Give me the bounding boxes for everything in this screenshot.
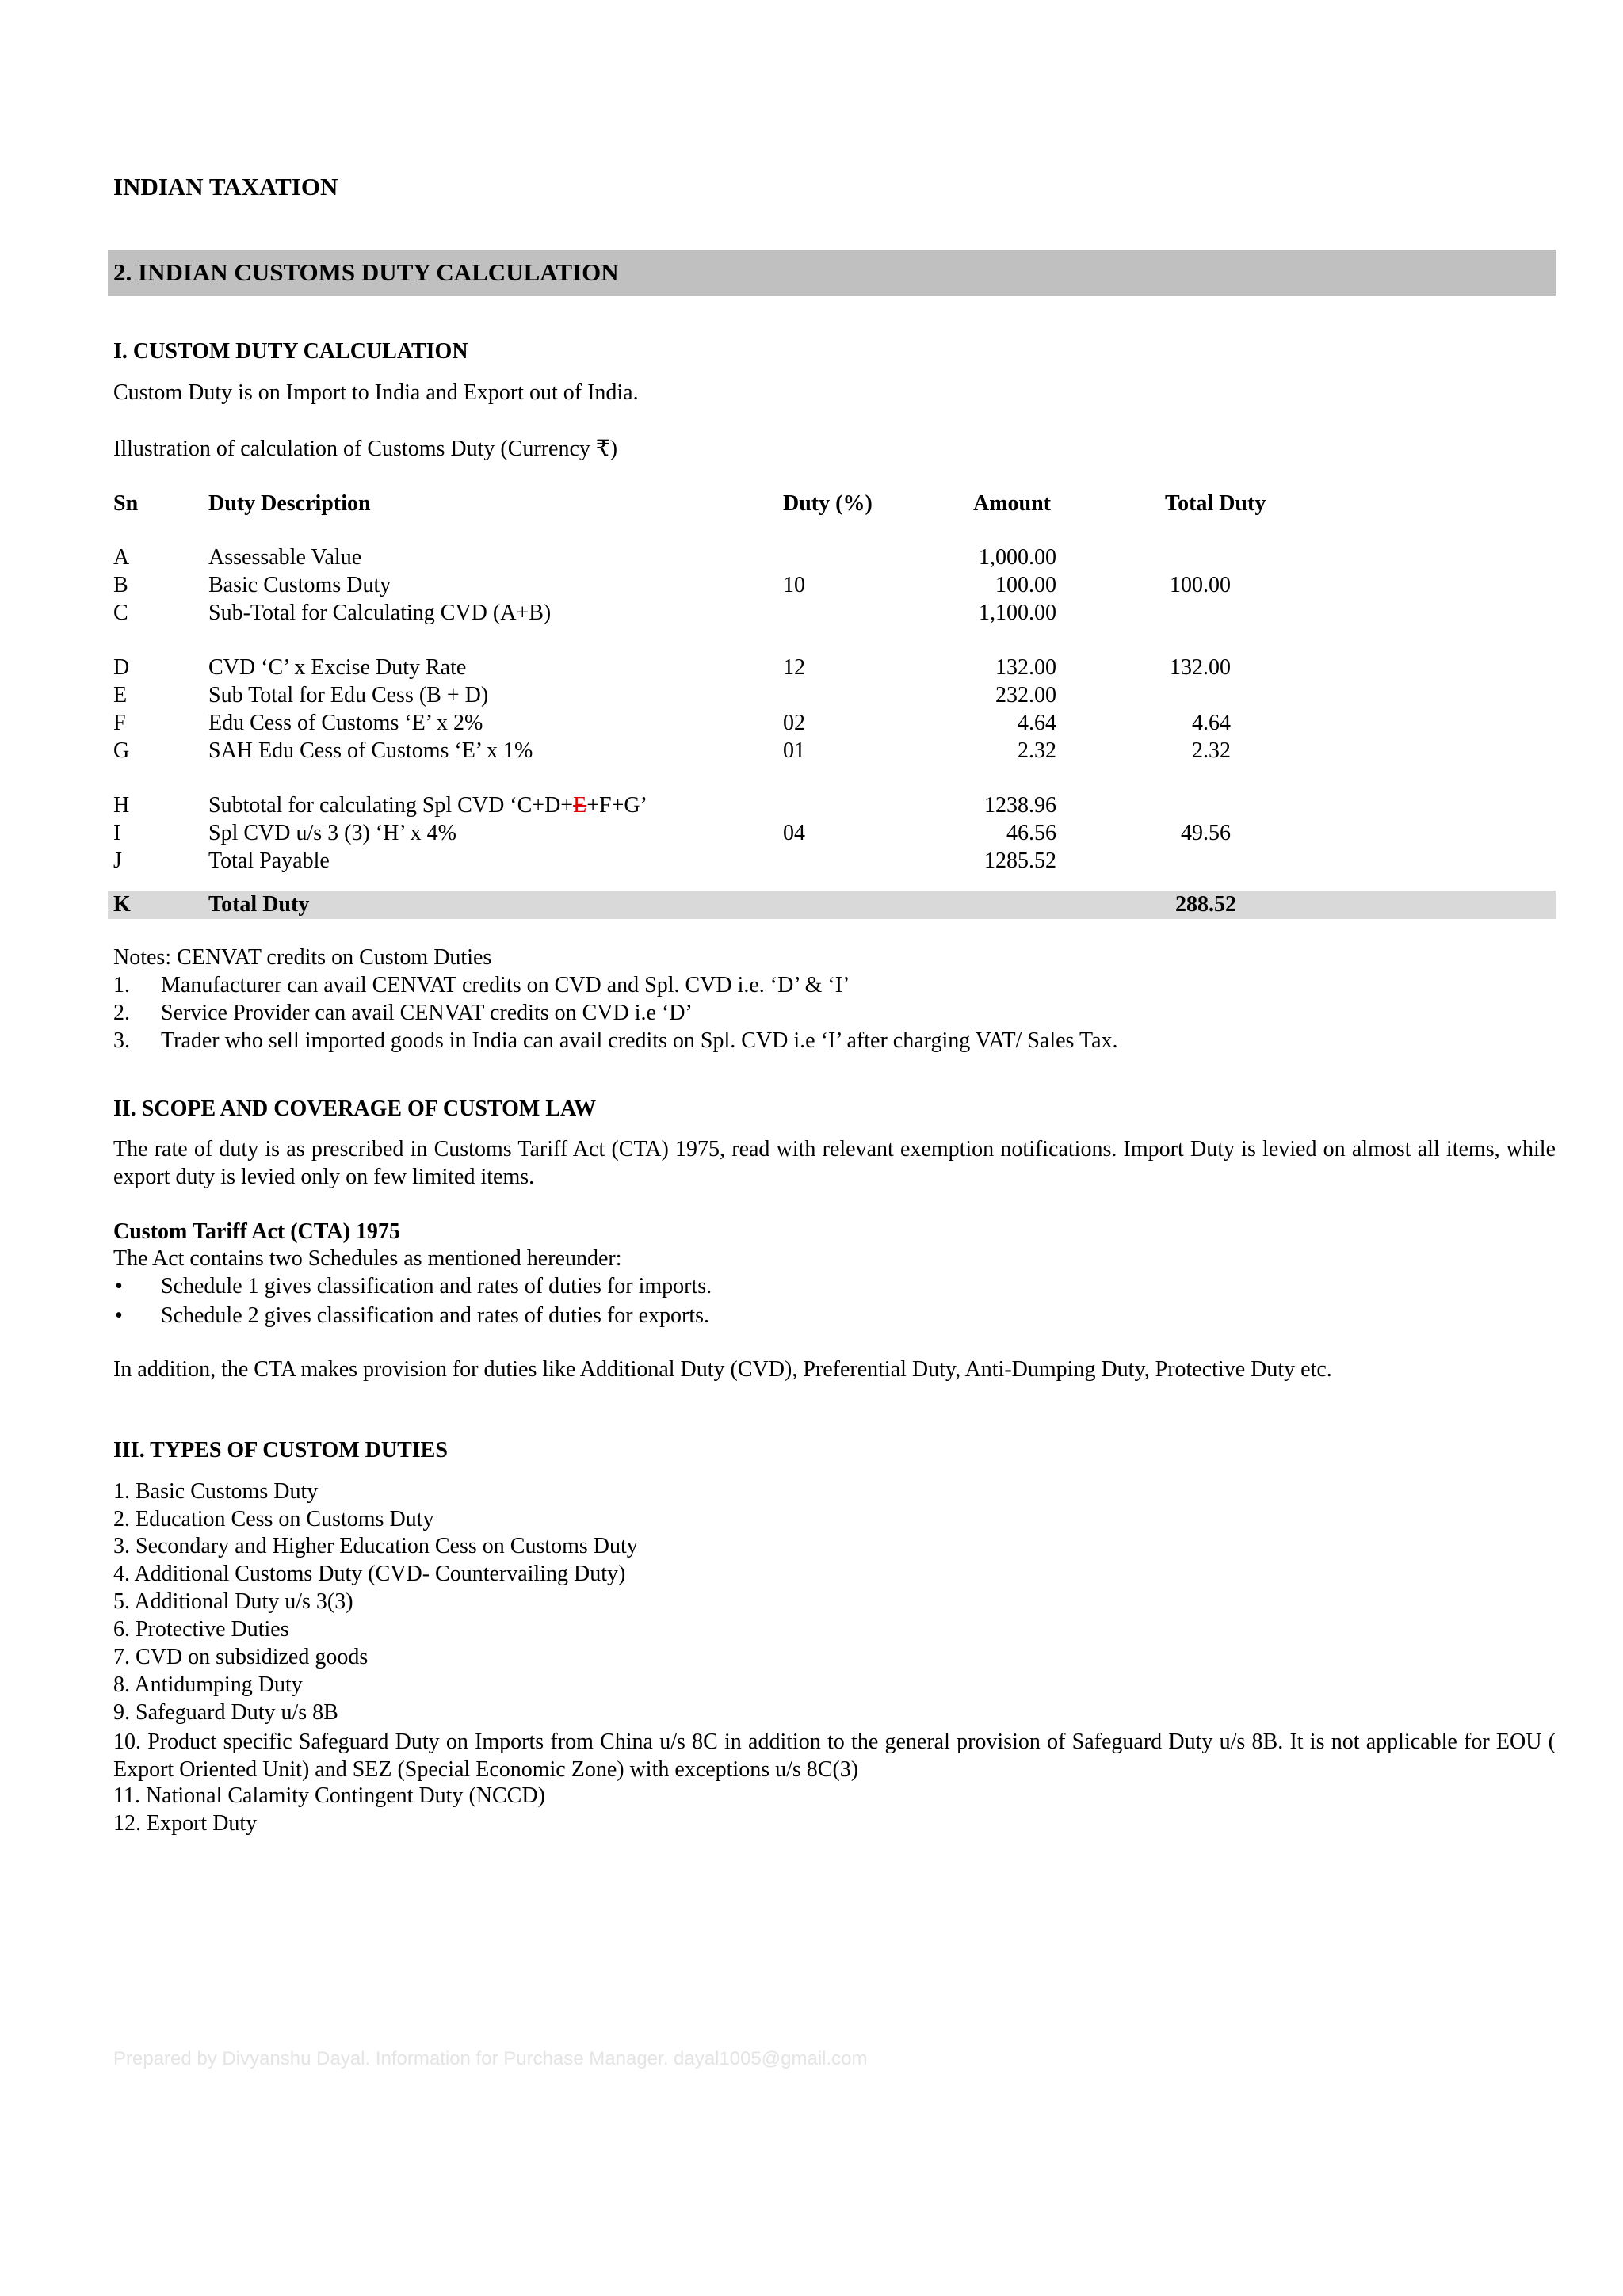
table-row (113, 849, 1556, 876)
table-total-row (108, 891, 1556, 919)
row-total: 132.00 (1170, 655, 1231, 680)
row-total: 2.32 (1192, 738, 1231, 763)
row-duty: 02 (783, 711, 805, 735)
part2-paragraph: The rate of duty is as prescribed in Customs Tariff Act (CTA) 1975, read with relevant exemption notifications. Import Duty is levied on almost all items, while export duty is levied only on few limited items. (113, 1137, 1556, 1189)
row-description: CVD ‘C’ x Excise Duty Rate (208, 655, 467, 680)
total-description: Total Duty (208, 892, 310, 917)
note-text: Trader who sell imported goods in India can avail credits on Spl. CVD i.e ‘I’ after charging VAT/ Sales Tax. (161, 1028, 1118, 1053)
row-total: 100.00 (1170, 573, 1231, 597)
row-total: 49.56 (1181, 821, 1231, 845)
row-duty: 04 (783, 821, 805, 845)
row-amount: 232.00 (995, 683, 1056, 707)
row-description-part: +F+G’ (586, 793, 647, 818)
part1-heading: I. CUSTOM DUTY CALCULATION (113, 339, 468, 364)
row-sn: B (113, 573, 128, 597)
header-description: Duty Description (208, 491, 371, 516)
document-title: INDIAN TAXATION (113, 173, 338, 200)
table-row (113, 738, 1556, 766)
row-description: Basic Customs Duty (208, 573, 391, 597)
duty-type-item: 11. National Calamity Contingent Duty (NCCD) (113, 1783, 545, 1808)
table-row (113, 655, 1556, 683)
part1-illustration: Illustration of calculation of Customs Duty (Currency ₹) (113, 437, 618, 461)
duty-type-item: 7. CVD on subsidized goods (113, 1645, 369, 1669)
cta-addition: In addition, the CTA makes provision for duties like Additional Duty (CVD), Preferential Duty, Anti-Dumping Duty, Protective Duty etc. (113, 1357, 1332, 1382)
bullet-text: Schedule 1 gives classification and rates of duties for imports. (161, 1274, 712, 1299)
row-amount: 100.00 (995, 573, 1056, 597)
row-description: Assessable Value (208, 545, 362, 570)
table-row (113, 545, 1556, 573)
footer-note: Prepared by Divyanshu Dayal. Information for Purchase Manager. dayal1005@gmail.com (113, 2048, 868, 2069)
row-description: SAH Edu Cess of Customs ‘E’ x 1% (208, 738, 533, 763)
duty-type-item: 4. Additional Customs Duty (CVD- Countervailing Duty) (113, 1562, 626, 1586)
total-value: 288.52 (1175, 892, 1236, 917)
row-amount: 132.00 (995, 655, 1056, 680)
total-sn: K (113, 892, 131, 917)
table-row (113, 683, 1556, 711)
row-description: Spl CVD u/s 3 (3) ‘H’ x 4% (208, 821, 456, 845)
duty-type-item: 8. Antidumping Duty (113, 1672, 303, 1697)
table-row (113, 821, 1556, 849)
row-description-part: Subtotal for calculating Spl CVD ‘C+D+ (208, 793, 574, 818)
note-number: 1. (113, 973, 130, 997)
cta-title: Custom Tariff Act (CTA) 1975 (113, 1219, 400, 1244)
header-total-duty: Total Duty (1165, 491, 1266, 516)
row-sn: I (113, 821, 121, 845)
part1-intro: Custom Duty is on Import to India and Export out of India. (113, 380, 639, 405)
duty-type-item: 9. Safeguard Duty u/s 8B (113, 1700, 338, 1725)
table-row (113, 793, 1556, 821)
row-amount: 1238.96 (984, 793, 1056, 818)
row-duty: 12 (783, 655, 805, 680)
duty-type-item: 2. Education Cess on Customs Duty (113, 1507, 434, 1531)
duty-type-item: 6. Protective Duties (113, 1617, 289, 1642)
bullet-dot-icon: • (115, 1303, 123, 1328)
row-sn: C (113, 601, 128, 625)
row-description-struck: E (573, 793, 587, 818)
note-number: 2. (113, 1001, 130, 1025)
header-duty-percent: Duty (%) (783, 491, 873, 516)
row-amount: 4.64 (1018, 711, 1056, 735)
row-duty: 01 (783, 738, 805, 763)
duty-type-item: 12. Export Duty (113, 1811, 258, 1836)
row-description: Total Payable (208, 849, 330, 873)
row-amount: 1,100.00 (979, 601, 1056, 625)
header-amount: Amount (973, 491, 1052, 516)
row-amount: 1,000.00 (979, 545, 1056, 570)
bullet-text: Schedule 2 gives classification and rates of duties for exports. (161, 1303, 710, 1328)
notes-title: Notes: CENVAT credits on Custom Duties (113, 945, 492, 970)
row-total: 4.64 (1192, 711, 1231, 735)
row-amount: 46.56 (1006, 821, 1056, 845)
table-row (113, 573, 1556, 601)
note-number: 3. (113, 1028, 130, 1053)
duty-type-item: 3. Secondary and Higher Education Cess on Customs Duty (113, 1534, 638, 1558)
row-duty: 10 (783, 573, 805, 597)
row-description: Sub Total for Edu Cess (B + D) (208, 683, 489, 707)
duty-type-item: 1. Basic Customs Duty (113, 1479, 319, 1504)
row-description (208, 793, 647, 818)
row-amount: 2.32 (1018, 738, 1056, 763)
duty-type-item: 5. Additional Duty u/s 3(3) (113, 1589, 353, 1614)
duty-type-item: 10. Product specific Safeguard Duty on Imports from China u/s 8C in addition to the general provision of Safeguard Duty u/s 8B. It is not applicable for EOU ( Export Oriented Unit) and SEZ (Special Economic Zone) with exceptions u/s 8C(3) (113, 1730, 1556, 1782)
note-text: Service Provider can avail CENVAT credits on CVD i.e ‘D’ (161, 1001, 693, 1025)
row-sn: E (113, 683, 128, 707)
table-row (113, 711, 1556, 738)
bullet-dot-icon: • (115, 1274, 123, 1299)
row-sn: A (113, 545, 130, 570)
table-row (113, 601, 1556, 628)
row-sn: D (113, 655, 130, 680)
row-description: Edu Cess of Customs ‘E’ x 2% (208, 711, 483, 735)
row-amount: 1285.52 (984, 849, 1056, 873)
note-text: Manufacturer can avail CENVAT credits on CVD and Spl. CVD i.e. ‘D’ & ‘I’ (161, 973, 850, 997)
row-sn: F (113, 711, 126, 735)
part2-heading: II. SCOPE AND COVERAGE OF CUSTOM LAW (113, 1097, 597, 1121)
row-sn: H (113, 793, 130, 818)
table-header (113, 491, 1556, 519)
section-banner: 2. INDIAN CUSTOMS DUTY CALCULATION (108, 250, 1556, 296)
part3-heading: III. TYPES OF CUSTOM DUTIES (113, 1438, 448, 1463)
header-sn: Sn (113, 491, 139, 516)
row-sn: G (113, 738, 130, 763)
cta-intro: The Act contains two Schedules as mentioned hereunder: (113, 1246, 622, 1271)
row-sn: J (113, 849, 122, 873)
row-description: Sub-Total for Calculating CVD (A+B) (208, 601, 552, 625)
